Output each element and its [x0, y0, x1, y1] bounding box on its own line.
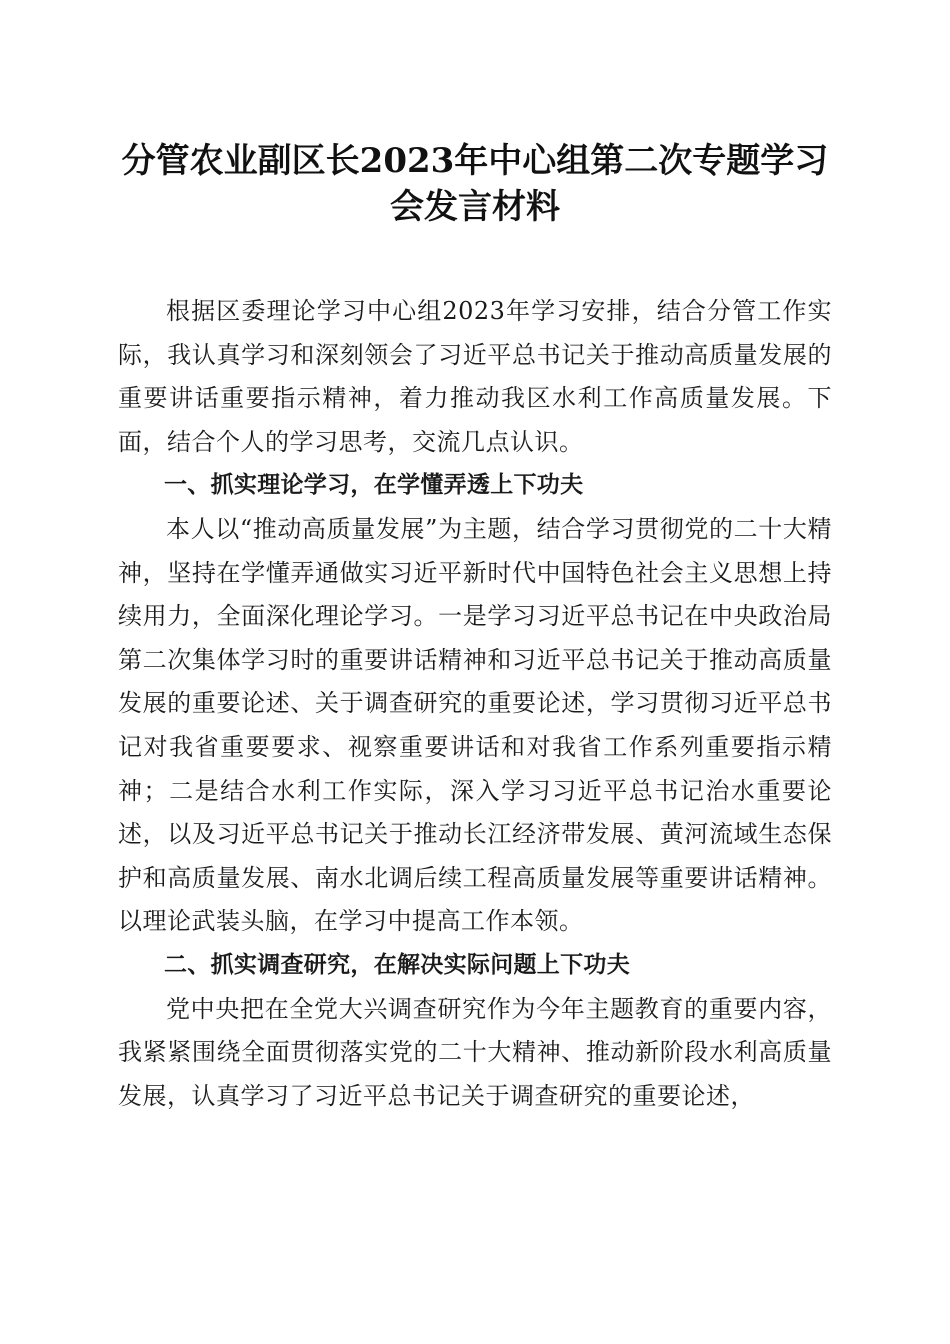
section-heading-1: 一、抓实理论学习，在学懂弄透上下功夫	[164, 472, 584, 499]
section-1-paragraph: 本人以“推动高质量发展”为主题，结合学习贯彻党的二十大精神，坚持在学懂弄通做实习近平新时代中国特色社会主义思想上持续用力，全面深化理论学习。一是学习习近平总书记在中央政治局第二次集体学习时的重要讲话精神和习近平总书记关于推动高质量发展的重要论述、关于调查研究的重要论述，学习贯彻习近平总书记对我省重要要求、视察重要讲话和对我省工作系列重要指示精神；二是结合水利工作实际，深入学习习近平总书记治水重要论述，以及习近平总书记关于推动长江经济带发展、黄河流域生态保护和高质量发展、南水北调后续工程高质量发展等重要讲话精神。以理论武装头脑，在学习中提高工作本领。	[118, 514, 832, 936]
document-body	[118, 290, 832, 1118]
intro-paragraph: 根据区委理论学习中心组2023年学习安排，结合分管工作实际，我认真学习和深刻领会了习近平总书记关于推动高质量发展的重要讲话重要指示精神，着力推动我区水利工作高质量发展。下面，结合个人的学习思考，交流几点认识。	[118, 297, 832, 456]
document-title: 分管农业副区长2023年中心组第二次专题学习会发言材料	[121, 141, 829, 227]
section-2-paragraph: 党中央把在全党大兴调查研究作为今年主题教育的重要内容，我紧紧围绕全面贯彻落实党的二十大精神、推动新阶段水利高质量发展，认真学习了习近平总书记关于调查研究的重要论述，	[118, 994, 832, 1110]
section-heading-2: 二、抓实调查研究，在解决实际问题上下功夫	[164, 951, 630, 978]
